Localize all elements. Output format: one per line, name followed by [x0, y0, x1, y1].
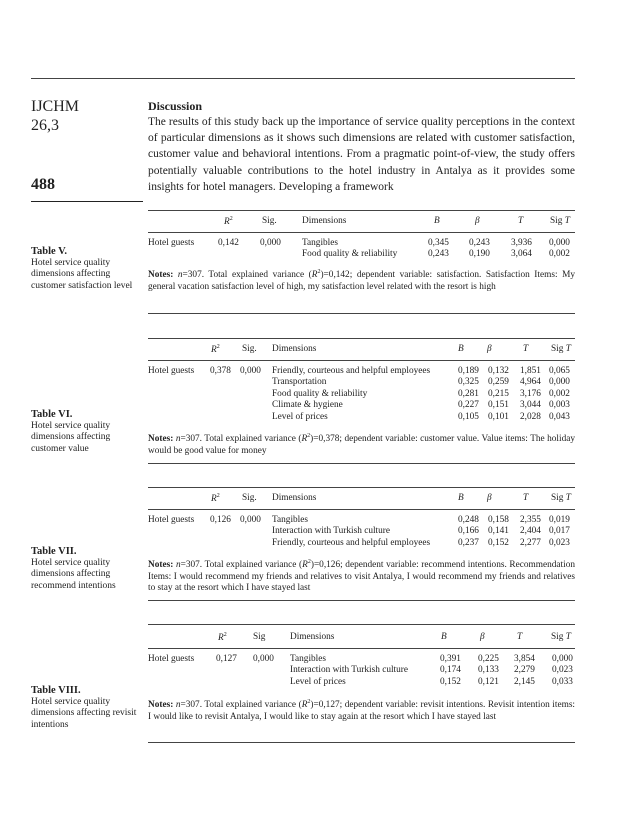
header-b: B	[458, 344, 464, 354]
header-sig: Sig.	[242, 344, 257, 354]
cell-b: 0,152	[440, 676, 461, 687]
header-dimensions: Dimensions	[272, 344, 317, 354]
cell-b: 0,174	[440, 665, 461, 676]
cell-dimension: Level of prices	[272, 411, 328, 422]
cell-t: 2,028	[520, 411, 541, 422]
sig-value: 0,000	[240, 515, 261, 525]
table-vii-caption-text: Hotel service quality dimensions affecting recommend intentions	[31, 558, 116, 591]
cell-sig-t: 0,033	[552, 676, 573, 687]
header-t: T	[523, 344, 529, 354]
cell-b: 0,189	[458, 366, 479, 376]
cell-beta: 0,101	[488, 411, 509, 422]
table-vii-top-rule	[148, 487, 575, 488]
cell-t: 2,145	[514, 676, 535, 687]
header-beta: β	[487, 344, 492, 354]
header-b: B	[441, 632, 447, 642]
cell-t: 3,936	[511, 238, 532, 248]
table-v-notes: Notes: n=307. Total explained variance $(R^2)=0,142$; dependent variable: satisfaction. Satisfaction Items: My general vacation satisfaction level of high, my satisfaction level related with the resort is high	[148, 269, 576, 292]
cell-dimension: Food quality & reliability	[302, 249, 398, 260]
header-sig: Sig	[253, 632, 266, 642]
header-r2: $R^2$	[218, 632, 227, 644]
cell-sig-t: 0,002	[549, 249, 570, 260]
cell-t: 2,404	[520, 526, 541, 537]
table-row	[290, 654, 575, 665]
cell-sig-t: 0,023	[549, 537, 570, 548]
cell-sig-t: 0,000	[552, 654, 573, 664]
table-viii-bottom-rule	[148, 742, 575, 743]
header-r2: $R^2$	[224, 216, 233, 228]
cell-b: 0,243	[428, 249, 449, 260]
cell-t: 3,064	[511, 249, 532, 260]
cell-beta: 0,215	[488, 388, 509, 399]
margin-rule	[31, 201, 143, 202]
table-viii-title: Table VIII.	[31, 685, 81, 696]
cell-dimension: Tangibles	[302, 238, 339, 248]
table-row	[272, 526, 575, 537]
group-label: Hotel guests	[148, 366, 195, 376]
cell-b: 0,105	[458, 411, 479, 422]
header-sig-t: Sig T	[551, 493, 571, 503]
table-vi-top-rule	[148, 338, 575, 339]
table-vii-title: Table VII.	[31, 546, 77, 557]
cell-dimension: Interaction with Turkish culture	[290, 665, 409, 676]
table-row	[290, 677, 575, 688]
cell-b: 0,237	[458, 537, 479, 548]
table-v-rows	[302, 238, 575, 261]
cell-sig-t: 0,019	[549, 515, 570, 525]
sig-value: 0,000	[253, 654, 274, 664]
header-beta: β	[475, 216, 480, 226]
table-row	[272, 515, 575, 526]
cell-t: 3,854	[514, 654, 535, 664]
cell-beta: 0,141	[488, 526, 509, 537]
table-row	[302, 238, 575, 249]
header-sig: Sig.	[262, 216, 277, 226]
cell-beta: 0,190	[469, 249, 490, 260]
cell-beta: 0,225	[478, 654, 499, 664]
table-viii-head-rule	[148, 648, 575, 649]
cell-b: 0,166	[458, 526, 479, 537]
cell-dimension: Climate & hygiene	[272, 400, 343, 411]
cell-beta: 0,158	[488, 515, 509, 525]
table-vi-title: Table VI.	[31, 409, 73, 420]
header-r2: $R^2$	[211, 344, 220, 356]
sig-value: 0,000	[240, 366, 261, 376]
header-dimensions: Dimensions	[302, 216, 347, 226]
table-v-top-rule	[148, 210, 575, 211]
cell-t: 2,279	[514, 665, 535, 676]
cell-b: 0,248	[458, 515, 479, 525]
group-label: Hotel guests	[148, 515, 195, 525]
cell-sig-t: 0,023	[552, 665, 573, 676]
header-sig-t: Sig T	[551, 632, 571, 642]
r2-value: 0,127	[216, 654, 237, 664]
cell-dimension: Interaction with Turkish culture	[272, 526, 391, 537]
journal-volume: 26,3	[31, 117, 59, 134]
table-vi-notes: Notes: n=307. Total explained variance $(R^2)=0,378$; dependent variable: customer value. Value items: The holiday would be good value for money	[148, 433, 576, 456]
cell-dimension: Friendly, courteous and helpful employees	[272, 537, 431, 548]
cell-t: 3,044	[520, 400, 541, 411]
table-viii-top-rule	[148, 624, 575, 625]
cell-sig-t: 0,065	[549, 366, 570, 376]
table-row	[302, 249, 575, 260]
header-dimensions: Dimensions	[272, 493, 317, 503]
table-viii-notes: Notes: n=307. Total explained variance $(R^2)=0,127$; dependent variable: revisit intentions. Revisit intention items: I would like to revisit Antalya, I would like to stay again at the resort which I have stayed last	[148, 699, 576, 722]
table-vii-bottom-rule	[148, 600, 575, 601]
table-v-head-rule	[148, 232, 575, 233]
cell-t: 2,355	[520, 515, 541, 525]
cell-dimension: Friendly, courteous and helpful employees	[272, 366, 431, 376]
table-v-caption	[31, 245, 143, 292]
header-b: B	[434, 216, 440, 226]
r2-value: 0,142	[218, 238, 239, 248]
cell-sig-t: 0,003	[549, 400, 570, 411]
cell-b: 0,325	[458, 377, 479, 388]
table-vi-caption	[31, 408, 143, 455]
header-dimensions: Dimensions	[290, 632, 335, 642]
cell-b: 0,345	[428, 238, 449, 248]
table-v-header	[148, 216, 575, 230]
table-v-bottom-rule	[148, 313, 575, 314]
cell-dimension: Transportation	[272, 377, 327, 388]
group-label: Hotel guests	[148, 654, 195, 664]
table-row	[272, 377, 575, 388]
cell-sig-t: 0,000	[549, 238, 570, 248]
cell-t: 2,277	[520, 537, 541, 548]
table-vi-bottom-rule	[148, 463, 575, 464]
discussion-heading: Discussion	[148, 99, 203, 113]
header-b: B	[458, 493, 464, 503]
header-beta: β	[487, 493, 492, 503]
table-vii-caption	[31, 545, 143, 592]
table-vi-rows	[272, 366, 575, 423]
r2-value: 0,378	[210, 366, 231, 376]
header-sig-t: Sig T	[550, 216, 570, 226]
r2-value: 0,126	[210, 515, 231, 525]
cell-beta: 0,243	[469, 238, 490, 248]
cell-dimension: Tangibles	[290, 654, 327, 664]
table-vii-rows	[272, 515, 575, 549]
cell-dimension: Level of prices	[290, 676, 346, 687]
cell-t: 4,964	[520, 377, 541, 388]
cell-sig-t: 0,017	[549, 526, 570, 537]
top-rule	[31, 78, 575, 79]
table-row	[272, 389, 575, 400]
table-vi-head-rule	[148, 360, 575, 361]
table-row	[272, 538, 575, 549]
sig-value: 0,000	[260, 238, 281, 248]
table-row	[290, 665, 575, 676]
header-beta: β	[480, 632, 485, 642]
cell-beta: 0,121	[478, 676, 499, 687]
cell-beta: 0,151	[488, 400, 509, 411]
group-label: Hotel guests	[148, 238, 195, 248]
cell-sig-t: 0,000	[549, 377, 570, 388]
table-viii-caption	[31, 684, 143, 731]
header-r2: $R^2$	[211, 493, 220, 505]
header-t: T	[518, 216, 524, 226]
table-vii-header	[148, 493, 575, 507]
table-viii-header	[148, 632, 575, 646]
cell-beta: 0,152	[488, 537, 509, 548]
table-v-title: Table V.	[31, 246, 67, 257]
table-viii-caption-text: Hotel service quality dimensions affecting revisit intentions	[31, 697, 137, 730]
table-vi-caption-text: Hotel service quality dimensions affecting customer value	[31, 421, 111, 454]
cell-b: 0,227	[458, 400, 479, 411]
header-sig-t: Sig T	[551, 344, 571, 354]
cell-beta: 0,259	[488, 377, 509, 388]
cell-dimension: Food quality & reliability	[272, 388, 368, 399]
table-row	[272, 366, 575, 377]
journal-name: IJCHM	[31, 98, 80, 115]
cell-t: 1,851	[520, 366, 541, 376]
cell-sig-t: 0,043	[549, 411, 570, 422]
header-sig: Sig.	[242, 493, 257, 503]
cell-beta: 0,133	[478, 665, 499, 676]
cell-beta: 0,132	[488, 366, 509, 376]
table-vi-header	[148, 344, 575, 358]
page-number: 488	[31, 176, 55, 193]
cell-b: 0,281	[458, 388, 479, 399]
cell-sig-t: 0,002	[549, 388, 570, 399]
discussion-paragraph: The results of this study back up the importance of service quality perceptions in the context of particular dimensions as it shows such dimensions are related with customer satisfaction, customer value and behavioral intentions. From a pragmatic point-of-view, the study offers potentially valuable contributions to the hotel industry in Antalya as it provides some insights for hotel managers. Developing a framework	[148, 116, 575, 193]
cell-dimension: Tangibles	[272, 515, 309, 525]
table-row	[272, 400, 575, 411]
cell-b: 0,391	[440, 654, 461, 664]
table-vii-head-rule	[148, 509, 575, 510]
table-vii-notes: Notes: n=307. Total explained variance $(R^2)=0,126$; dependent variable: recommend intentions. Recommendation Items: I would recommend my friends and relatives to visit Antalya, I would recommend my friends and relatives to stay at the resort which I have stayed last	[148, 559, 576, 593]
table-v-caption-text: Hotel service quality dimensions affecting customer satisfaction level	[31, 258, 133, 291]
header-t: T	[523, 493, 529, 503]
table-row	[272, 412, 575, 423]
cell-t: 3,176	[520, 388, 541, 399]
table-viii-rows	[290, 654, 575, 688]
header-t: T	[517, 632, 523, 642]
